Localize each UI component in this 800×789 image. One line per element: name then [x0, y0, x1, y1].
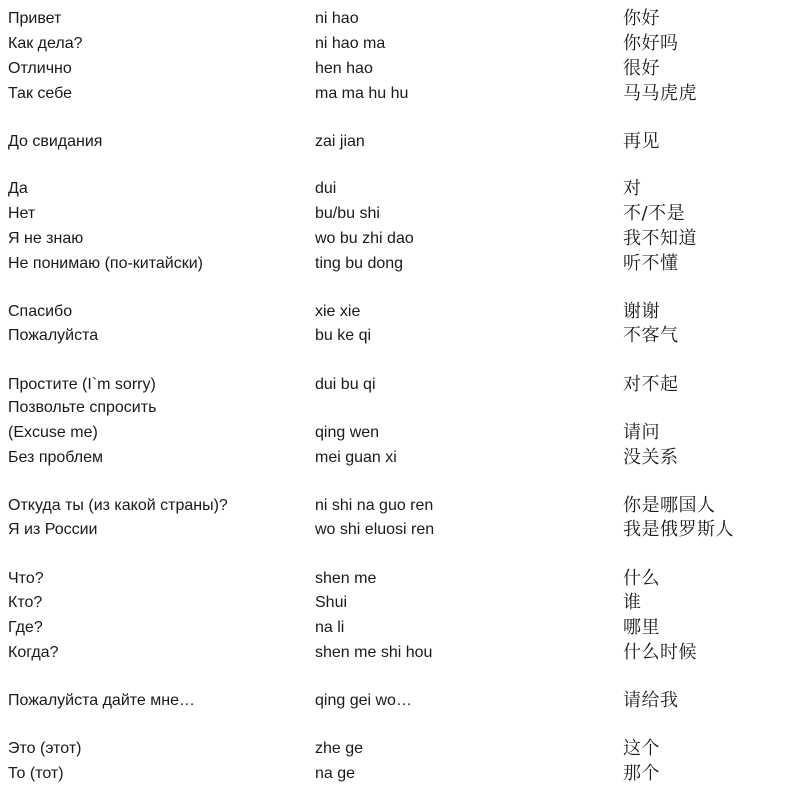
pinyin-phrase: wo shi eluosi ren [315, 521, 435, 538]
pinyin-phrase: dui bu qi [315, 376, 376, 393]
phrase-row [0, 446, 800, 470]
pinyin-phrase: na li [315, 619, 345, 636]
phrase-row [0, 641, 800, 665]
phrase-row [0, 57, 800, 81]
pinyin-phrase: bu ke qi [315, 327, 372, 344]
chinese-phrase: 谢谢 [623, 301, 660, 322]
chinese-phrase: 对不起 [623, 374, 679, 395]
chinese-phrase: 那个 [623, 763, 660, 784]
pinyin-phrase: zai jian [315, 133, 365, 150]
phrase-row [0, 616, 800, 640]
russian-phrase: Это (этот) [8, 740, 82, 757]
russian-phrase: Привет [8, 10, 62, 27]
chinese-phrase: 听不懂 [623, 253, 679, 274]
phrase-row [0, 324, 800, 348]
chinese-phrase: 请给我 [623, 690, 679, 711]
chinese-phrase: 你是哪国人 [623, 495, 716, 516]
phrase-row [0, 689, 800, 713]
pinyin-phrase: ni hao [315, 10, 359, 27]
phrase-row [0, 373, 800, 397]
chinese-phrase: 我不知道 [623, 228, 697, 249]
chinese-phrase: 你好吗 [623, 33, 679, 54]
pinyin-phrase: ma ma hu hu [315, 85, 409, 102]
russian-phrase: Простите (I`m sorry) [8, 376, 156, 393]
chinese-phrase: 不客气 [623, 325, 679, 346]
russian-phrase: Пожалуйста [8, 327, 99, 344]
chinese-phrase: 很好 [623, 58, 660, 79]
phrase-row [0, 32, 800, 56]
pinyin-phrase: qing wen [315, 424, 380, 441]
chinese-phrase: 我是俄罗斯人 [623, 519, 734, 540]
russian-phrase: Не понимаю (по-китайски) [8, 255, 203, 272]
chinese-phrase: 这个 [623, 738, 660, 759]
chinese-phrase: 不/不是 [623, 203, 686, 224]
russian-phrase: Кто? [8, 594, 43, 611]
russian-phrase: Без проблем [8, 449, 103, 466]
russian-phrase: Позвольте спросить [8, 399, 157, 416]
pinyin-phrase: dui [315, 180, 337, 197]
russian-phrase: То (тот) [8, 765, 64, 782]
russian-phrase: Я не знаю [8, 230, 84, 247]
chinese-phrase: 马马虎虎 [623, 83, 697, 104]
pinyin-phrase: hen hao [315, 60, 373, 77]
phrase-row [0, 591, 800, 615]
russian-phrase: Пожалуйста дайте мне… [8, 692, 195, 709]
pinyin-phrase: zhe ge [315, 740, 364, 757]
russian-phrase: Когда? [8, 644, 59, 661]
pinyin-phrase: ni shi na guo ren [315, 497, 434, 514]
phrase-row [0, 82, 800, 106]
phrase-row [0, 130, 800, 154]
russian-phrase: До свидания [8, 133, 103, 150]
chinese-phrase: 哪里 [623, 617, 660, 638]
phrase-row [0, 494, 800, 518]
pinyin-phrase: qing gei wo… [315, 692, 412, 709]
chinese-phrase: 什么时候 [623, 642, 697, 663]
phrase-row [0, 762, 800, 786]
chinese-phrase: 你好 [623, 8, 660, 29]
chinese-phrase: 再见 [623, 131, 660, 152]
pinyin-phrase: bu/bu shi [315, 205, 380, 222]
russian-phrase: Что? [8, 570, 44, 587]
pinyin-phrase: ni hao ma [315, 35, 386, 52]
russian-phrase: (Excuse me) [8, 424, 98, 441]
phrase-row [0, 421, 800, 445]
phrase-row [0, 227, 800, 251]
russian-phrase: Где? [8, 619, 43, 636]
russian-phrase: Я из России [8, 521, 98, 538]
pinyin-phrase: shen me shi hou [315, 644, 433, 661]
chinese-phrase: 对 [623, 178, 642, 199]
russian-phrase: Откуда ты (из какой страны)? [8, 497, 228, 514]
pinyin-phrase: Shui [315, 594, 348, 611]
russian-phrase: Спасибо [8, 303, 73, 320]
phrase-row [0, 396, 800, 420]
phrase-row [0, 7, 800, 31]
pinyin-phrase: xie xie [315, 303, 361, 320]
phrase-row [0, 177, 800, 201]
chinese-phrase: 什么 [623, 568, 660, 589]
pinyin-phrase: shen me [315, 570, 377, 587]
pinyin-phrase: na ge [315, 765, 356, 782]
phrase-row [0, 252, 800, 276]
russian-phrase: Отлично [8, 60, 72, 77]
chinese-phrase: 请问 [623, 422, 660, 443]
phrase-row [0, 737, 800, 761]
phrase-row [0, 300, 800, 324]
phrase-row [0, 518, 800, 542]
pinyin-phrase: ting bu dong [315, 255, 404, 272]
russian-phrase: Как дела? [8, 35, 83, 52]
pinyin-phrase: wo bu zhi dao [315, 230, 414, 247]
phrase-row [0, 567, 800, 591]
russian-phrase: Так себе [8, 85, 72, 102]
phrase-row [0, 202, 800, 226]
russian-phrase: Нет [8, 205, 36, 222]
pinyin-phrase: mei guan xi [315, 449, 397, 466]
chinese-phrase: 谁 [623, 592, 642, 613]
chinese-phrase: 没关系 [623, 447, 679, 468]
russian-phrase: Да [8, 180, 28, 197]
